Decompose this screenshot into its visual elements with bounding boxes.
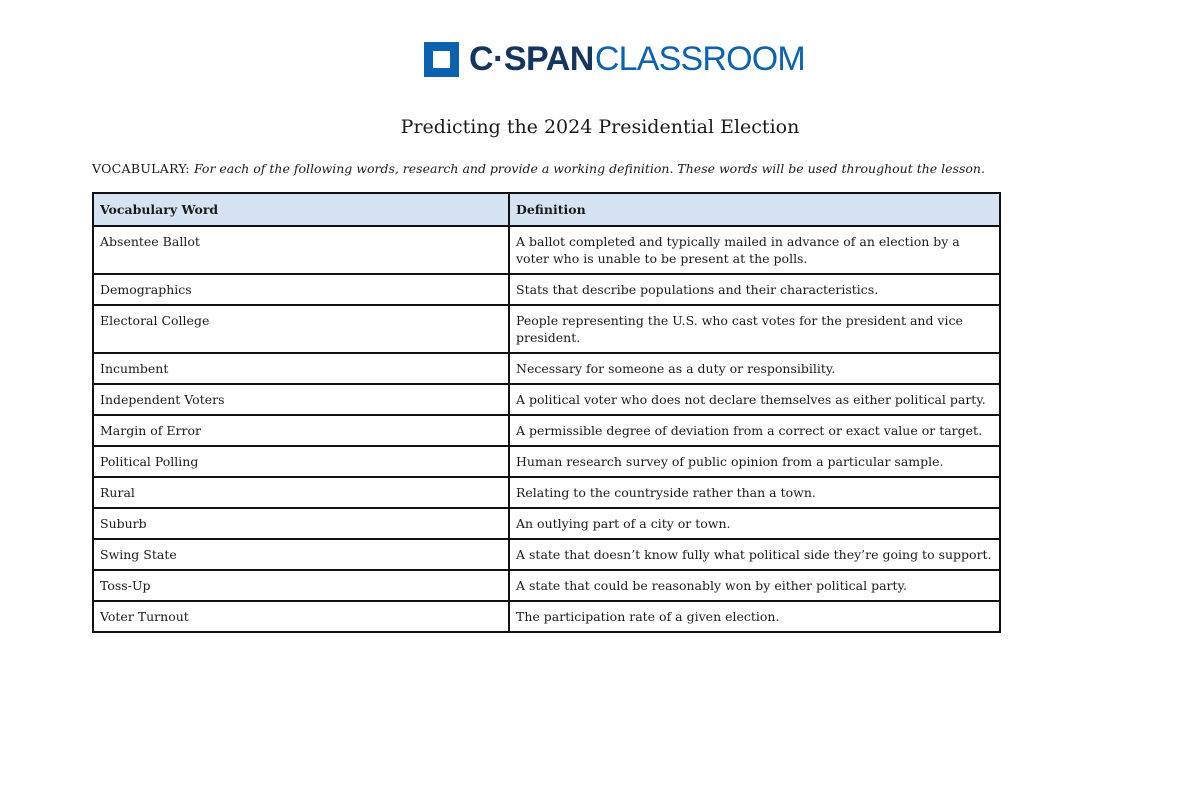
- page-title: Predicting the 2024 Presidential Election: [400, 116, 800, 138]
- vocabulary-label: VOCABULARY:: [92, 161, 190, 176]
- definition-cell: A state that doesn’t know fully what political side they’re going to support.: [509, 539, 1000, 570]
- definition-cell: A state that could be reasonably won by either political party.: [509, 570, 1000, 601]
- vocabulary-instructions: [92, 161, 985, 176]
- table-row: [93, 415, 1000, 446]
- table-row: [93, 539, 1000, 570]
- cspan-square-icon: [424, 42, 459, 77]
- logo-cspan-text: C·SPAN: [469, 40, 594, 78]
- table-row: [93, 601, 1000, 632]
- vocabulary-word-cell: Rural: [93, 477, 509, 508]
- vocabulary-word-cell: Electoral College: [93, 305, 509, 353]
- definition-cell: Necessary for someone as a duty or responsibility.: [509, 353, 1000, 384]
- vocabulary-word-cell: Suburb: [93, 508, 509, 539]
- header-definition: Definition: [509, 193, 1000, 226]
- table-header-row: [93, 193, 1000, 226]
- logo-classroom-text: CLASSROOM: [594, 40, 805, 78]
- definition-cell: People representing the U.S. who cast votes for the president and vice president.: [509, 305, 1000, 353]
- table-row: [93, 305, 1000, 353]
- definition-cell: A political voter who does not declare themselves as either political party.: [509, 384, 1000, 415]
- table-row: [93, 477, 1000, 508]
- definition-cell: A ballot completed and typically mailed in advance of an election by a voter who is unable to be present at the polls.: [509, 226, 1000, 274]
- definition-cell: Human research survey of public opinion from a particular sample.: [509, 446, 1000, 477]
- vocabulary-word-cell: Political Polling: [93, 446, 509, 477]
- vocabulary-word-cell: Independent Voters: [93, 384, 509, 415]
- definition-cell: Stats that describe populations and their characteristics.: [509, 274, 1000, 305]
- table-row: [93, 384, 1000, 415]
- definition-cell: A permissible degree of deviation from a correct or exact value or target.: [509, 415, 1000, 446]
- definition-cell: Relating to the countryside rather than a town.: [509, 477, 1000, 508]
- vocabulary-word-cell: Margin of Error: [93, 415, 509, 446]
- vocabulary-instruction-text: For each of the following words, research and provide a working definition. These words will be used throughout the lesson.: [193, 161, 985, 176]
- vocabulary-table: [92, 192, 1001, 633]
- vocabulary-word-cell: Incumbent: [93, 353, 509, 384]
- cspan-classroom-logo: [424, 41, 805, 77]
- table-row: [93, 446, 1000, 477]
- header-vocabulary-word: Vocabulary Word: [93, 193, 509, 226]
- table-row: [93, 508, 1000, 539]
- vocabulary-word-cell: Voter Turnout: [93, 601, 509, 632]
- table-row: [93, 274, 1000, 305]
- table-row: [93, 226, 1000, 274]
- definition-cell: The participation rate of a given election.: [509, 601, 1000, 632]
- table-row: [93, 570, 1000, 601]
- vocabulary-word-cell: Absentee Ballot: [93, 226, 509, 274]
- vocabulary-word-cell: Toss-Up: [93, 570, 509, 601]
- table-row: [93, 353, 1000, 384]
- vocabulary-word-cell: Demographics: [93, 274, 509, 305]
- definition-cell: An outlying part of a city or town.: [509, 508, 1000, 539]
- vocabulary-word-cell: Swing State: [93, 539, 509, 570]
